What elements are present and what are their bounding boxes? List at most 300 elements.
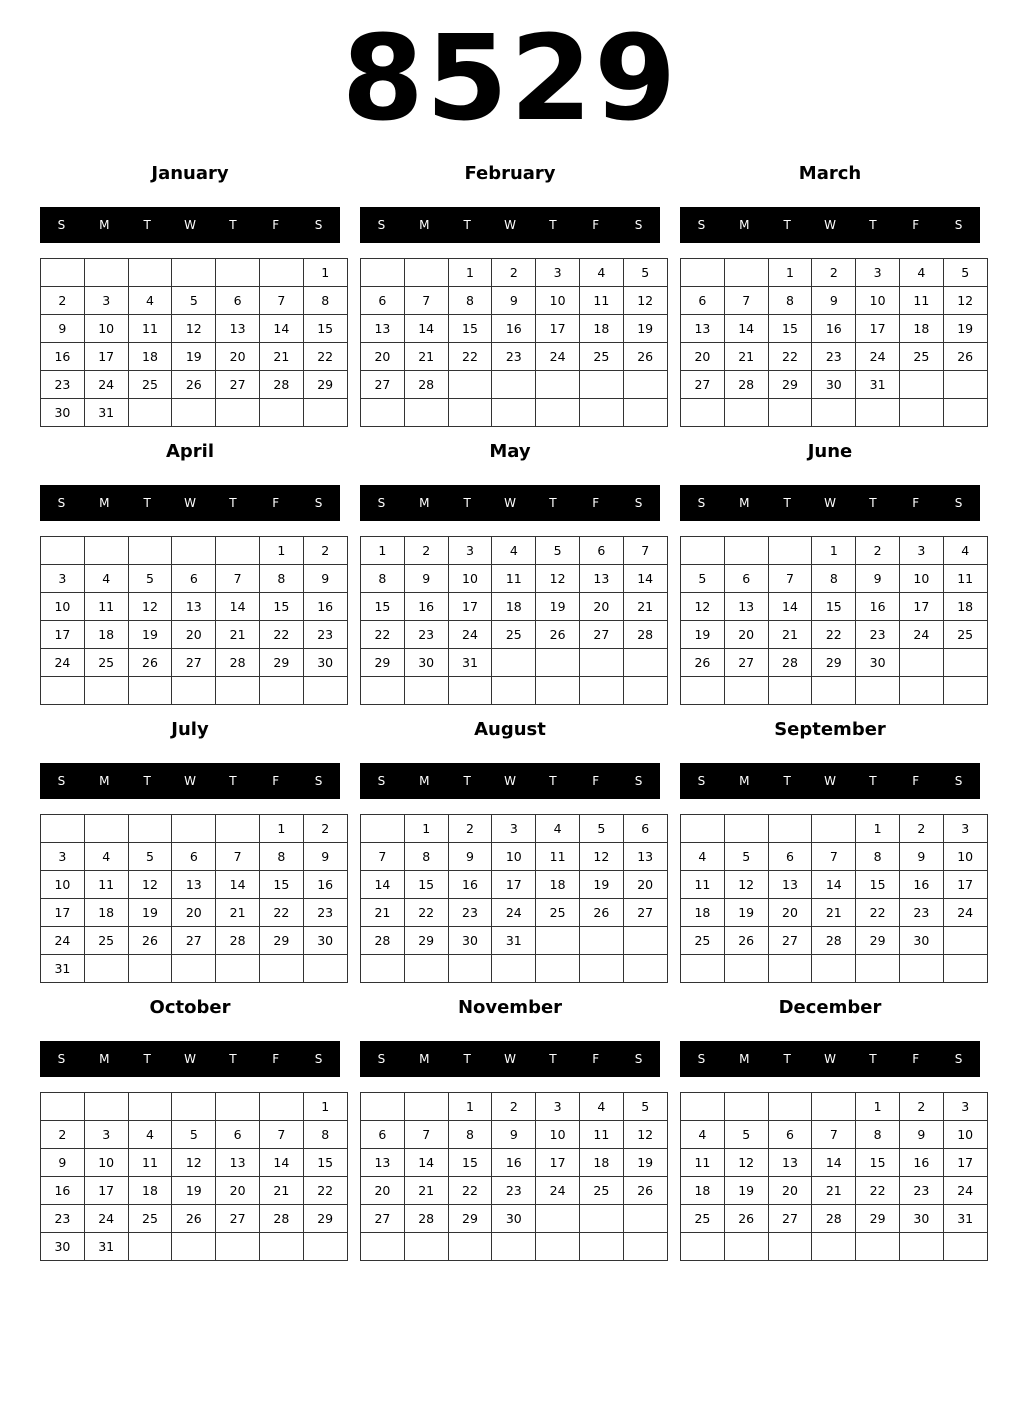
day-cell: 10 xyxy=(41,593,85,621)
weekday-label: W xyxy=(504,218,516,232)
day-cell xyxy=(172,677,216,705)
day-cell: 31 xyxy=(84,1233,128,1261)
day-cell: 18 xyxy=(899,315,943,343)
day-cell: 27 xyxy=(724,649,768,677)
day-cell: 23 xyxy=(899,899,943,927)
weekday-label: M xyxy=(419,218,430,232)
day-cell: 25 xyxy=(492,621,536,649)
day-cell: 2 xyxy=(899,1093,943,1121)
day-cell: 22 xyxy=(303,343,347,371)
day-cell: 4 xyxy=(899,259,943,287)
day-cell: 15 xyxy=(448,1149,492,1177)
day-grid xyxy=(40,258,348,427)
day-cell: 10 xyxy=(492,843,536,871)
day-cell: 15 xyxy=(303,1149,347,1177)
weekday-label: S xyxy=(954,218,963,232)
day-cell: 21 xyxy=(259,343,303,371)
weekday-header xyxy=(680,763,980,799)
day-cell: 15 xyxy=(259,593,303,621)
day-cell xyxy=(536,927,580,955)
day-cell: 30 xyxy=(812,371,856,399)
weekday-label: T xyxy=(869,774,877,788)
day-grid xyxy=(680,1092,988,1261)
day-cell: 9 xyxy=(41,315,85,343)
day-cell: 10 xyxy=(84,1149,128,1177)
day-cell: 13 xyxy=(623,843,667,871)
day-cell xyxy=(536,371,580,399)
day-cell: 20 xyxy=(724,621,768,649)
day-cell: 18 xyxy=(492,593,536,621)
weekday-label: W xyxy=(184,496,196,510)
day-cell: 15 xyxy=(856,1149,900,1177)
day-cell: 20 xyxy=(216,343,260,371)
day-cell xyxy=(943,1233,987,1261)
day-cell: 22 xyxy=(856,1177,900,1205)
day-cell xyxy=(259,259,303,287)
weekday-label: M xyxy=(99,1052,110,1066)
day-cell xyxy=(404,259,448,287)
day-cell xyxy=(536,399,580,427)
day-cell: 30 xyxy=(404,649,448,677)
day-cell: 27 xyxy=(681,371,725,399)
week-row xyxy=(681,1233,988,1261)
week-row xyxy=(681,649,988,677)
weekday-label: F xyxy=(272,1052,280,1066)
day-cell: 29 xyxy=(361,649,405,677)
day-cell: 12 xyxy=(128,871,172,899)
day-cell: 26 xyxy=(681,649,725,677)
day-cell: 10 xyxy=(856,287,900,315)
day-cell: 28 xyxy=(361,927,405,955)
day-cell: 29 xyxy=(303,1205,347,1233)
day-cell: 6 xyxy=(623,815,667,843)
day-cell xyxy=(172,399,216,427)
day-cell xyxy=(361,1233,405,1261)
day-cell: 6 xyxy=(172,565,216,593)
day-cell: 11 xyxy=(579,287,623,315)
week-row xyxy=(361,815,668,843)
day-cell: 17 xyxy=(448,593,492,621)
day-cell: 28 xyxy=(404,371,448,399)
day-cell: 8 xyxy=(404,843,448,871)
day-cell: 30 xyxy=(41,399,85,427)
day-cell: 16 xyxy=(404,593,448,621)
day-cell: 26 xyxy=(128,649,172,677)
day-cell: 24 xyxy=(41,927,85,955)
day-cell: 26 xyxy=(536,621,580,649)
day-cell: 7 xyxy=(259,287,303,315)
day-cell: 31 xyxy=(943,1205,987,1233)
day-cell: 14 xyxy=(216,871,260,899)
weekday-label: T xyxy=(783,1052,791,1066)
day-cell: 21 xyxy=(768,621,812,649)
weekday-label: S xyxy=(634,218,643,232)
weekday-label: F xyxy=(272,218,280,232)
day-cell xyxy=(361,259,405,287)
day-cell: 17 xyxy=(856,315,900,343)
weekday-label: S xyxy=(377,496,386,510)
day-cell: 30 xyxy=(899,1205,943,1233)
day-cell: 25 xyxy=(943,621,987,649)
day-cell: 22 xyxy=(448,343,492,371)
weekday-label: T xyxy=(783,496,791,510)
day-cell: 13 xyxy=(216,1149,260,1177)
weekday-label: W xyxy=(504,774,516,788)
day-cell: 8 xyxy=(856,1121,900,1149)
day-cell xyxy=(216,1093,260,1121)
day-cell xyxy=(41,537,85,565)
day-cell: 26 xyxy=(128,927,172,955)
day-cell xyxy=(899,677,943,705)
weekday-label: S xyxy=(697,218,706,232)
day-cell: 21 xyxy=(216,621,260,649)
day-cell: 23 xyxy=(856,621,900,649)
day-cell xyxy=(681,399,725,427)
day-cell: 30 xyxy=(303,927,347,955)
day-cell xyxy=(172,955,216,983)
weekday-label: F xyxy=(912,496,920,510)
day-cell xyxy=(84,1093,128,1121)
day-cell: 1 xyxy=(259,815,303,843)
day-cell: 3 xyxy=(41,843,85,871)
weekday-label: T xyxy=(783,218,791,232)
day-cell: 1 xyxy=(361,537,405,565)
weekday-label: S xyxy=(57,496,66,510)
weekday-label: W xyxy=(824,218,836,232)
day-cell xyxy=(536,1233,580,1261)
day-cell: 23 xyxy=(492,1177,536,1205)
week-row xyxy=(41,1177,348,1205)
day-cell: 2 xyxy=(899,815,943,843)
day-cell: 4 xyxy=(681,843,725,871)
weekday-label: M xyxy=(739,496,750,510)
day-cell: 22 xyxy=(259,899,303,927)
day-cell: 10 xyxy=(448,565,492,593)
day-cell: 20 xyxy=(681,343,725,371)
day-cell: 30 xyxy=(41,1233,85,1261)
week-row xyxy=(41,621,348,649)
week-row xyxy=(361,677,668,705)
week-row xyxy=(681,315,988,343)
day-cell xyxy=(899,955,943,983)
day-cell xyxy=(448,399,492,427)
week-row xyxy=(41,287,348,315)
day-cell xyxy=(812,677,856,705)
day-cell: 5 xyxy=(724,1121,768,1149)
week-row xyxy=(361,371,668,399)
weekday-label: T xyxy=(463,1052,471,1066)
weekday-label: S xyxy=(954,1052,963,1066)
day-cell: 9 xyxy=(303,843,347,871)
day-cell xyxy=(812,399,856,427)
day-cell: 8 xyxy=(448,1121,492,1149)
day-cell: 4 xyxy=(492,537,536,565)
day-cell: 9 xyxy=(492,1121,536,1149)
weekday-label: W xyxy=(184,774,196,788)
day-cell: 17 xyxy=(492,871,536,899)
week-row xyxy=(41,1205,348,1233)
week-row xyxy=(681,815,988,843)
day-cell: 4 xyxy=(943,537,987,565)
day-cell: 1 xyxy=(303,1093,347,1121)
day-cell: 8 xyxy=(361,565,405,593)
day-cell xyxy=(812,1093,856,1121)
day-cell xyxy=(681,259,725,287)
weekday-label: M xyxy=(419,774,430,788)
week-row xyxy=(361,315,668,343)
day-cell xyxy=(536,955,580,983)
day-cell: 19 xyxy=(579,871,623,899)
weekday-label: F xyxy=(592,218,600,232)
day-cell: 31 xyxy=(448,649,492,677)
day-cell xyxy=(768,537,812,565)
day-cell: 3 xyxy=(448,537,492,565)
day-cell: 11 xyxy=(128,1149,172,1177)
week-row xyxy=(681,287,988,315)
day-cell xyxy=(303,677,347,705)
day-cell: 25 xyxy=(579,343,623,371)
day-cell: 7 xyxy=(623,537,667,565)
day-cell: 6 xyxy=(216,1121,260,1149)
day-cell: 14 xyxy=(216,593,260,621)
day-cell: 18 xyxy=(943,593,987,621)
day-cell: 13 xyxy=(172,593,216,621)
day-cell: 9 xyxy=(492,287,536,315)
weekday-label: T xyxy=(549,218,557,232)
day-cell: 3 xyxy=(536,259,580,287)
weekday-label: T xyxy=(143,496,151,510)
day-cell: 2 xyxy=(448,815,492,843)
weekday-label: F xyxy=(272,774,280,788)
week-row xyxy=(41,1233,348,1261)
week-row xyxy=(41,343,348,371)
weekday-label: S xyxy=(377,774,386,788)
weekday-header xyxy=(40,207,340,243)
day-cell xyxy=(899,649,943,677)
weekday-label: T xyxy=(463,218,471,232)
day-cell: 10 xyxy=(943,1121,987,1149)
day-cell: 11 xyxy=(84,593,128,621)
day-cell xyxy=(492,371,536,399)
day-cell xyxy=(448,1233,492,1261)
week-row xyxy=(361,259,668,287)
day-cell: 31 xyxy=(41,955,85,983)
weekday-header xyxy=(680,1041,980,1077)
week-row xyxy=(681,1121,988,1149)
day-cell: 27 xyxy=(361,1205,405,1233)
day-cell: 14 xyxy=(404,315,448,343)
day-cell: 25 xyxy=(128,371,172,399)
day-cell: 31 xyxy=(492,927,536,955)
day-cell: 4 xyxy=(84,565,128,593)
day-cell: 1 xyxy=(448,259,492,287)
day-cell: 13 xyxy=(724,593,768,621)
day-cell: 27 xyxy=(579,621,623,649)
day-cell: 27 xyxy=(216,1205,260,1233)
day-cell xyxy=(492,955,536,983)
day-cell xyxy=(812,1233,856,1261)
day-cell: 18 xyxy=(681,899,725,927)
day-cell xyxy=(681,1233,725,1261)
day-cell xyxy=(724,1233,768,1261)
day-cell: 19 xyxy=(724,899,768,927)
day-cell xyxy=(681,955,725,983)
day-cell: 1 xyxy=(404,815,448,843)
day-cell xyxy=(128,1093,172,1121)
day-cell: 19 xyxy=(172,343,216,371)
day-cell: 17 xyxy=(943,1149,987,1177)
day-cell: 18 xyxy=(84,621,128,649)
day-cell: 4 xyxy=(579,1093,623,1121)
week-row xyxy=(681,371,988,399)
day-cell xyxy=(724,537,768,565)
day-cell: 13 xyxy=(681,315,725,343)
day-cell: 26 xyxy=(724,927,768,955)
day-cell: 5 xyxy=(172,1121,216,1149)
day-cell xyxy=(303,955,347,983)
day-cell: 21 xyxy=(404,343,448,371)
day-cell: 22 xyxy=(259,621,303,649)
day-grid xyxy=(680,536,988,705)
day-cell: 29 xyxy=(812,649,856,677)
day-cell: 25 xyxy=(84,927,128,955)
day-cell: 22 xyxy=(812,621,856,649)
day-cell: 5 xyxy=(623,259,667,287)
day-cell: 23 xyxy=(812,343,856,371)
day-cell xyxy=(216,537,260,565)
day-cell: 24 xyxy=(84,371,128,399)
week-row xyxy=(41,399,348,427)
day-cell: 14 xyxy=(404,1149,448,1177)
day-cell xyxy=(579,371,623,399)
day-cell xyxy=(943,649,987,677)
day-cell: 11 xyxy=(681,1149,725,1177)
day-cell: 27 xyxy=(623,899,667,927)
day-cell: 1 xyxy=(856,1093,900,1121)
day-cell: 14 xyxy=(259,315,303,343)
day-cell xyxy=(128,815,172,843)
day-cell: 24 xyxy=(943,899,987,927)
day-cell xyxy=(41,677,85,705)
day-cell: 9 xyxy=(899,1121,943,1149)
day-cell xyxy=(492,399,536,427)
week-row xyxy=(41,955,348,983)
day-grid xyxy=(680,258,988,427)
day-cell: 9 xyxy=(404,565,448,593)
day-cell: 5 xyxy=(943,259,987,287)
day-cell xyxy=(579,649,623,677)
week-row xyxy=(681,593,988,621)
day-cell: 12 xyxy=(536,565,580,593)
day-cell xyxy=(448,371,492,399)
day-cell: 29 xyxy=(404,927,448,955)
week-row xyxy=(41,593,348,621)
day-cell: 17 xyxy=(41,621,85,649)
day-cell xyxy=(172,1093,216,1121)
day-cell: 14 xyxy=(361,871,405,899)
weekday-label: T xyxy=(229,774,237,788)
month-name: August xyxy=(474,719,546,740)
day-cell: 18 xyxy=(84,899,128,927)
day-cell xyxy=(856,1233,900,1261)
weekday-label: S xyxy=(954,774,963,788)
day-cell xyxy=(623,1205,667,1233)
day-cell: 24 xyxy=(41,649,85,677)
day-cell xyxy=(943,371,987,399)
day-grid xyxy=(360,536,668,705)
day-cell xyxy=(259,399,303,427)
day-cell: 12 xyxy=(943,287,987,315)
day-cell: 30 xyxy=(303,649,347,677)
week-row xyxy=(41,927,348,955)
week-row xyxy=(361,843,668,871)
day-cell: 11 xyxy=(579,1121,623,1149)
day-cell: 16 xyxy=(899,1149,943,1177)
day-cell xyxy=(361,677,405,705)
month-name: July xyxy=(171,719,209,740)
day-cell: 28 xyxy=(724,371,768,399)
day-cell: 17 xyxy=(536,315,580,343)
day-cell xyxy=(623,371,667,399)
weekday-label: W xyxy=(504,496,516,510)
day-cell: 31 xyxy=(84,399,128,427)
day-cell: 16 xyxy=(856,593,900,621)
week-row xyxy=(361,871,668,899)
day-cell: 12 xyxy=(724,871,768,899)
day-cell: 8 xyxy=(259,565,303,593)
weekday-label: S xyxy=(314,218,323,232)
day-cell xyxy=(361,1093,405,1121)
day-cell: 9 xyxy=(856,565,900,593)
day-cell: 30 xyxy=(448,927,492,955)
day-cell xyxy=(172,259,216,287)
day-cell: 7 xyxy=(404,1121,448,1149)
day-cell: 28 xyxy=(623,621,667,649)
day-cell xyxy=(579,677,623,705)
day-grid xyxy=(40,536,348,705)
weekday-label: W xyxy=(184,218,196,232)
day-cell: 3 xyxy=(41,565,85,593)
day-cell: 2 xyxy=(41,1121,85,1149)
weekday-label: F xyxy=(912,774,920,788)
week-row xyxy=(41,677,348,705)
day-cell: 16 xyxy=(492,1149,536,1177)
day-cell: 16 xyxy=(812,315,856,343)
day-cell xyxy=(623,399,667,427)
month-name: October xyxy=(149,997,231,1018)
day-cell: 16 xyxy=(303,593,347,621)
day-cell: 20 xyxy=(579,593,623,621)
day-cell: 15 xyxy=(812,593,856,621)
day-grid xyxy=(360,814,668,983)
day-cell xyxy=(579,1205,623,1233)
day-cell: 27 xyxy=(768,1205,812,1233)
weekday-label: M xyxy=(739,774,750,788)
week-row xyxy=(41,1149,348,1177)
week-row xyxy=(681,537,988,565)
day-cell: 13 xyxy=(361,315,405,343)
day-cell xyxy=(899,371,943,399)
weekday-label: T xyxy=(143,218,151,232)
day-cell: 7 xyxy=(361,843,405,871)
day-cell: 1 xyxy=(768,259,812,287)
week-row xyxy=(361,287,668,315)
weekday-label: S xyxy=(377,1052,386,1066)
day-cell xyxy=(943,955,987,983)
day-cell xyxy=(768,1093,812,1121)
day-cell: 6 xyxy=(724,565,768,593)
weekday-label: S xyxy=(57,218,66,232)
